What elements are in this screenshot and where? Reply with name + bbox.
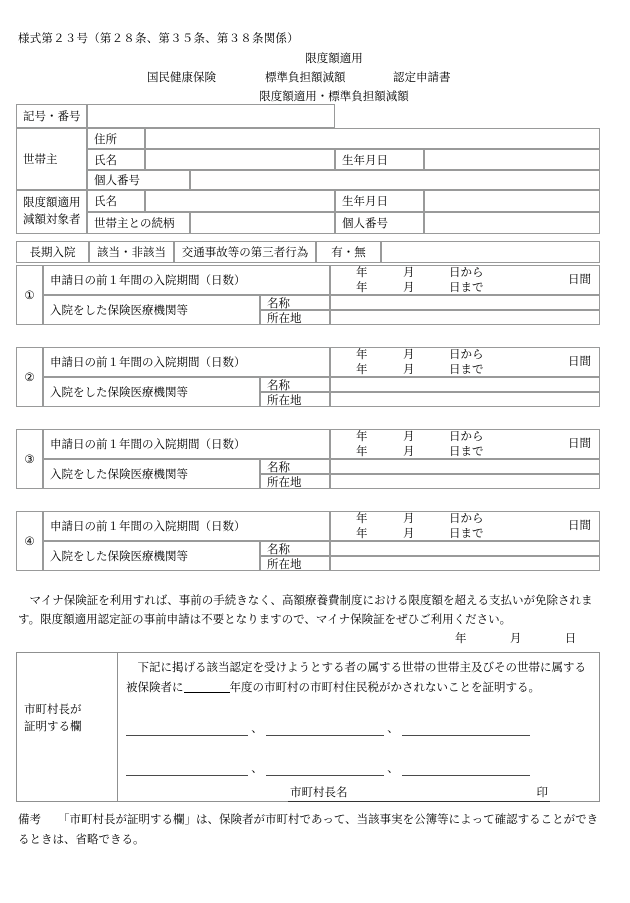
householder-mynumber-label: 個人番号 [87,170,190,190]
date-to-3: 日まで [449,446,484,458]
certification-separator-2-1: 、 [251,763,263,775]
date-year-from-2: 年 [356,349,368,361]
title-insurance-name: 国民健康保険 [147,72,216,84]
date-from-4: 日から [449,513,484,525]
date-month-to-3: 月 [403,446,415,458]
hospitalization-dates-2[interactable] [330,347,600,377]
householder-address-input[interactable] [145,128,600,149]
certification-blank-row-2 [126,762,530,776]
mayor-name-label: 市町村長名 [290,787,348,799]
days-unit-2: 日間 [568,356,591,368]
target-mynumber-label: 個人番号 [335,212,424,234]
mynumber-notice-line1: マイナ保険証を利用すれば、事前の手続きなく、高額療養費制度における限度額を超える支払いが免除されま [18,595,593,607]
certification-blank-2-1[interactable] [126,762,248,776]
householder-birthdate-input[interactable] [424,149,600,170]
householder-name-input[interactable] [145,149,335,170]
date-from-1: 日から [449,267,484,279]
householder-birthdate-label: 生年月日 [335,149,424,170]
target-person-label [16,190,87,234]
application-date-day: 日 [564,633,577,645]
institution-name-input-1[interactable] [330,295,600,310]
form-title [0,50,630,102]
third-party-yes-no-option[interactable]: 有・無 [316,241,381,263]
target-name-label: 氏名 [87,190,145,212]
application-date-month: 月 [509,633,522,645]
hospitalization-marker-4: ④ [16,511,43,571]
certification-blank-2-3[interactable] [402,762,530,776]
certification-blank-2-2[interactable] [266,762,384,776]
institution-address-label-3: 所在地 [260,474,330,489]
target-birthdate-input[interactable] [424,190,600,212]
hospitalization-marker-2: ② [16,347,43,407]
date-month-to-2: 月 [403,364,415,376]
title-reduction: 標準負担額減額 [265,72,346,84]
certification-body-line2-part2: 年度の市町村の市町村住民税がかされないことを証明する。 [229,682,540,694]
target-person-label-line2: 減額対象者 [23,214,81,226]
householder-name-label: 氏名 [87,149,145,170]
institution-name-input-4[interactable] [330,541,600,556]
institution-name-label-3: 名称 [260,459,330,474]
hospitalization-period-label-2: 申請日の前１年間の入院期間（日数） [43,347,330,377]
institution-name-label-1: 名称 [260,295,330,310]
householder-label: 世帯主 [16,128,87,190]
footer-note-label: 備考 [18,814,41,826]
certification-label-line1: 市町村長が [24,704,82,716]
institution-name-label-2: 名称 [260,377,330,392]
hospitalization-dates-4[interactable] [330,511,600,541]
target-birthdate-label: 生年月日 [335,190,424,212]
certification-body-line1: 下記に掲げる該当認定を受けようとする者の属する世帯の世帯主及びその世帯に属する [126,662,586,674]
householder-address-label: 住所 [87,128,145,149]
certification-blank-1-2[interactable] [266,722,384,736]
institution-name-input-2[interactable] [330,377,600,392]
hospitalization-marker-3: ③ [16,429,43,489]
certification-blank-1-1[interactable] [126,722,248,736]
hospitalization-institution-label-1: 入院をした保険医療機関等 [43,295,260,325]
date-month-from-2: 月 [403,349,415,361]
footer-note-line1 [18,810,598,830]
certification-blank-row-1 [126,722,530,736]
date-year-to-1: 年 [356,282,368,294]
symbol-number-label: 記号・番号 [16,104,87,128]
days-unit-1: 日間 [568,274,591,286]
longterm-remarks-input[interactable] [381,241,600,263]
relationship-label: 世帯主との続柄 [87,212,190,234]
date-month-to-1: 月 [403,282,415,294]
date-to-4: 日まで [449,528,484,540]
title-middle-row [0,69,630,85]
institution-address-input-2[interactable] [330,392,600,407]
form-number: 様式第２３号（第２８条、第３５条、第３８条関係） [18,33,299,45]
hospitalization-period-label-3: 申請日の前１年間の入院期間（日数） [43,429,330,459]
footer-note-line2: るときは、省略できる。 [18,834,145,846]
date-from-3: 日から [449,431,484,443]
date-to-1: 日まで [449,282,484,294]
date-year-from-1: 年 [356,267,368,279]
institution-name-input-3[interactable] [330,459,600,474]
householder-mynumber-input[interactable] [190,170,600,190]
institution-address-input-1[interactable] [330,310,600,325]
date-year-from-4: 年 [356,513,368,525]
hospitalization-period-label-4: 申請日の前１年間の入院期間（日数） [43,511,330,541]
relationship-input[interactable] [190,212,335,234]
mynumber-notice-line2: す。限度額適用認定証の事前申請は不要となりますので、マイナ保険証をぜひご利用ください。 [18,614,512,626]
certification-label-line2: 証明する欄 [24,721,82,733]
date-year-from-3: 年 [356,431,368,443]
hospitalization-dates-1[interactable] [330,265,600,295]
title-bottom: 限度額適用・標準負担額減額 [259,91,409,103]
institution-address-input-4[interactable] [330,556,600,571]
date-month-from-4: 月 [403,513,415,525]
hospitalization-institution-label-2: 入院をした保険医療機関等 [43,377,260,407]
certification-blank-1-3[interactable] [402,722,530,736]
title-top: 限度額適用 [305,53,363,65]
fiscal-year-blank[interactable] [184,680,230,693]
application-date-year: 年 [455,633,467,645]
date-year-to-2: 年 [356,364,368,376]
target-mynumber-input[interactable] [424,212,600,234]
hospitalization-institution-label-3: 入院をした保険医療機関等 [43,459,260,489]
institution-address-input-3[interactable] [330,474,600,489]
institution-address-label-2: 所在地 [260,392,330,407]
hospitalization-dates-3[interactable] [330,429,600,459]
longterm-applicable-option[interactable]: 該当・非該当 [89,241,174,263]
institution-name-label-4: 名称 [260,541,330,556]
symbol-number-input[interactable] [87,104,335,128]
target-name-input[interactable] [145,190,335,212]
certification-separator-1-2: 、 [387,723,399,735]
date-from-2: 日から [449,349,484,361]
hospitalization-institution-label-4: 入院をした保険医療機関等 [43,541,260,571]
target-person-label-line1: 限度額適用 [23,197,81,209]
certification-body-line2 [126,678,540,698]
mayor-signature-line[interactable] [288,785,550,802]
date-to-2: 日まで [449,364,484,376]
seal-label: 印 [536,787,548,799]
hospitalization-marker-1: ① [16,265,43,325]
application-date-line[interactable] [455,630,576,646]
date-month-to-4: 月 [403,528,415,540]
hospitalization-period-label-1: 申請日の前１年間の入院期間（日数） [43,265,330,295]
certification-separator-2-2: 、 [387,763,399,775]
date-year-to-3: 年 [356,446,368,458]
title-application: 認定申請書 [393,72,451,84]
institution-address-label-1: 所在地 [260,310,330,325]
certification-left-label [16,652,118,802]
third-party-act-label: 交通事故等の第三者行為 [174,241,316,263]
date-month-from-1: 月 [403,267,415,279]
longterm-hospitalization-label: 長期入院 [16,241,89,263]
days-unit-3: 日間 [568,438,591,450]
days-unit-4: 日間 [568,520,591,532]
institution-address-label-4: 所在地 [260,556,330,571]
footer-note-text1: 「市町村長が証明する欄」は、保険者が市町村であって、当該事実を公簿等によって確認することができ [58,814,599,826]
certification-separator-1-1: 、 [251,723,263,735]
certification-body-line2-part1: 被保険者に [126,682,184,694]
date-month-from-3: 月 [403,431,415,443]
date-year-to-4: 年 [356,528,368,540]
